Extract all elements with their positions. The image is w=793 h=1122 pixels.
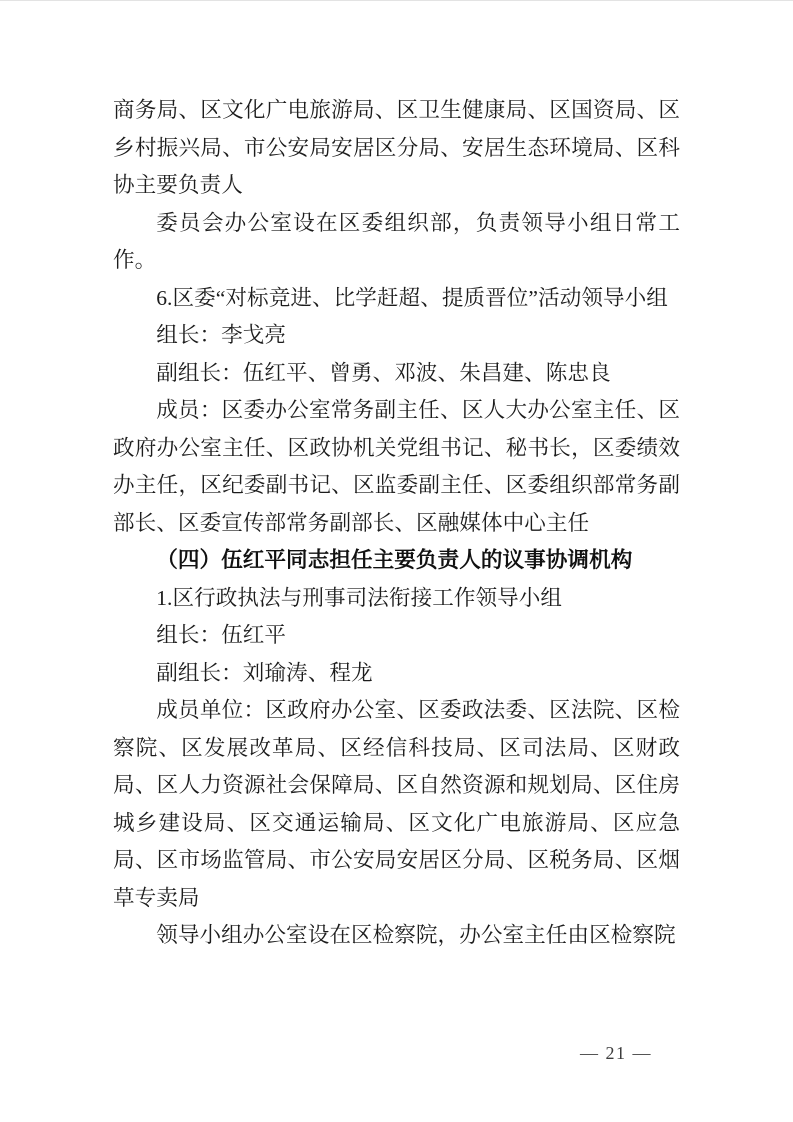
body-paragraph-item-1: 1.区行政执法与刑事司法衔接工作领导小组: [156, 585, 563, 610]
body-paragraph-leader: 组长：李戈亮: [156, 323, 287, 347]
document-body: [113, 1, 680, 955]
body-paragraph-member-units: 成员单位：区政府办公室、区委政法委、区法院、区检察院、区发展改革局、区经信科技局、区司法局、区财政局、区人力资源社会保障局、区自然资源和规划局、区住房城乡建设局、区交通运输局、区文化广电旅游局、区应急局、区市场监管局、市公安局安居区分局、区税务局、区烟草专卖局: [113, 698, 680, 910]
section-heading: （四）伍红平同志担任主要负责人的议事协调机构: [156, 548, 633, 572]
body-paragraph-continuation: 商务局、区文化广电旅游局、区卫生健康局、区国资局、区乡村振兴局、市公安局安居区分局、安居生态环境局、区科协主要负责人: [113, 98, 680, 197]
page-number: — 21 —: [580, 1043, 652, 1063]
body-paragraph-item-6: 6.区委“对标竞进、比学赶超、提质晋位”活动领导小组: [156, 285, 668, 310]
body-paragraph-deputy-leaders: 副组长：刘瑜涛、程龙: [156, 660, 373, 685]
body-paragraph-leader: 组长：伍红平: [156, 623, 287, 647]
body-paragraph-members: 成员：区委办公室常务副主任、区人大办公室主任、区政府办公室主任、区政协机关党组书记、秘书长，区委绩效办主任，区纪委副书记、区监委副主任、区委组织部常务副部长、区委宣传部常务副部长、区融媒体中心主任: [113, 398, 680, 535]
body-paragraph: 委员会办公室设在区委组织部，负责领导小组日常工作。: [113, 210, 680, 272]
body-paragraph-deputy-leaders: 副组长：伍红平、曾勇、邓波、朱昌建、陈忠良: [156, 360, 611, 385]
body-paragraph-office-note: 领导小组办公室设在区检察院，办公室主任由区检察院: [156, 923, 676, 947]
